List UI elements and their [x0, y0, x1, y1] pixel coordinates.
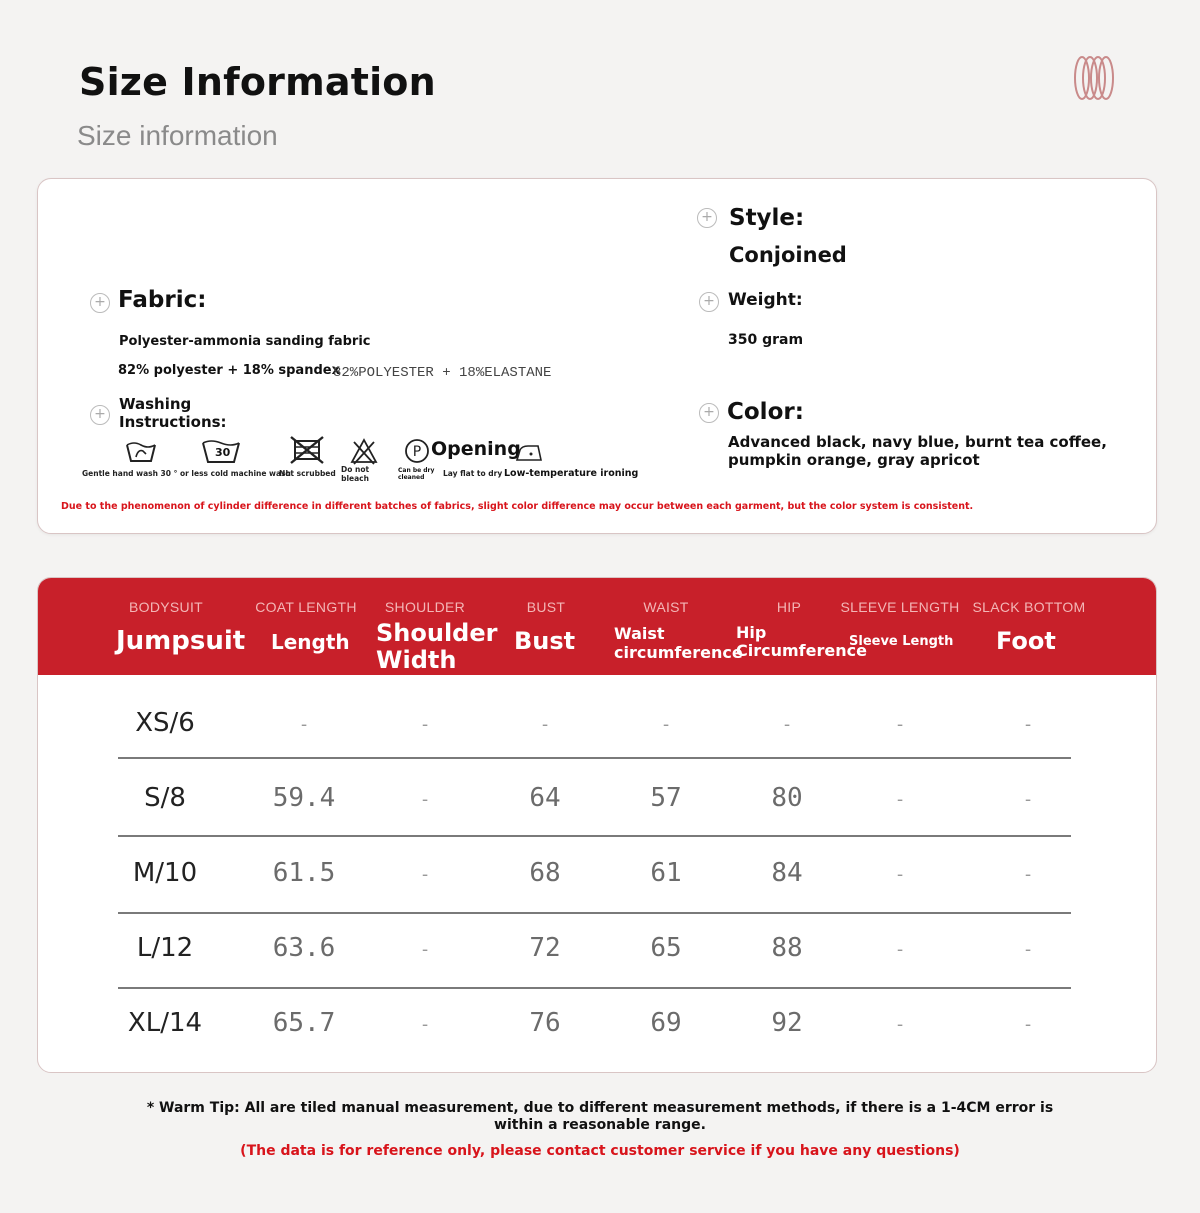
plus-circle-icon: +: [90, 293, 110, 313]
measurement-cell: -: [1022, 789, 1034, 810]
measurement-cell: -: [539, 714, 551, 735]
care-label-dry-clean: [398, 467, 434, 481]
column-header: Jumpsuit: [116, 626, 246, 656]
measurement-cell: -: [894, 864, 906, 885]
measurement-cell: 92: [771, 1008, 803, 1038]
measurement-cell: 57: [650, 783, 682, 813]
weight-label: Weight:: [728, 290, 803, 310]
row-divider: [118, 912, 1071, 914]
fabric-name: Polyester-ammonia sanding fabric: [119, 334, 371, 349]
column-header: Bust: [514, 627, 576, 655]
size-cell: M/10: [132, 858, 198, 888]
column-header-en: SLEEVE LENGTH: [840, 599, 960, 615]
size-cell: XS/6: [135, 708, 195, 738]
color-value: [728, 433, 1107, 469]
measurement-cell: 61: [650, 858, 682, 888]
measurement-cell: 84: [771, 858, 803, 888]
size-cell: S/8: [144, 783, 186, 813]
measurement-cell: 69: [650, 1008, 682, 1038]
measurement-cell: -: [781, 714, 793, 735]
washing-label-line2: Instructions:: [119, 413, 227, 431]
column-header-en: SHOULDER: [384, 599, 466, 615]
color-value-line2: pumpkin orange, gray apricot: [728, 451, 980, 469]
column-header: Hip Circumference: [736, 623, 867, 660]
disclaimer: (The data is for reference only, please contact customer service if you have any questions): [240, 1143, 960, 1159]
measurement-cell: -: [419, 714, 431, 735]
column-header: Sleeve Length: [849, 634, 954, 649]
measurement-cell: -: [419, 789, 431, 810]
row-divider: [118, 987, 1071, 989]
measurement-cell: 68: [529, 858, 561, 888]
care-label-dry-clean-line1: Can be dry: [398, 467, 435, 474]
measurement-cell: -: [1022, 939, 1034, 960]
measurement-cell: -: [894, 789, 906, 810]
measurement-cell: 72: [529, 933, 561, 963]
plus-circle-icon: +: [697, 208, 717, 228]
color-label: Color:: [727, 399, 804, 425]
color-value-line1: Advanced black, navy blue, burnt tea coffee,: [728, 433, 1107, 451]
row-divider: [118, 757, 1071, 759]
measurement-cell: 65: [650, 933, 682, 963]
not-scrubbed-icon: [288, 435, 326, 465]
fabric-composition: 82% polyester + 18% spandex: [118, 363, 340, 378]
fabric-composition-en: 82%POLYESTER + 18%ELASTANE: [333, 365, 552, 381]
care-label-no-bleach-line2: bleach: [341, 474, 369, 483]
plus-circle-icon: +: [699, 403, 719, 423]
size-cell: L/12: [136, 933, 194, 963]
plus-circle-icon: +: [90, 405, 110, 425]
size-cell: XL/14: [127, 1008, 203, 1038]
measurement-cell: 88: [771, 933, 803, 963]
care-label-lay-flat: Lay flat to dry: [443, 469, 503, 478]
weight-value: 350 gram: [728, 332, 804, 348]
measurement-cell: 76: [529, 1008, 561, 1038]
wash-temp: 30: [215, 446, 231, 459]
measurement-cell: -: [1022, 714, 1034, 735]
column-header-en: HIP: [776, 599, 802, 615]
no-bleach-icon: [350, 437, 378, 465]
measurement-cell: -: [894, 1014, 906, 1035]
product-info-card: [37, 178, 1157, 534]
opening-label: Opening: [431, 438, 521, 460]
measurement-cell: -: [419, 864, 431, 885]
care-label-no-bleach: [341, 465, 369, 483]
row-divider: [118, 835, 1071, 837]
size-table: [37, 577, 1157, 1073]
measurement-cell: 64: [529, 783, 561, 813]
fabric-label: Fabric:: [118, 287, 207, 313]
rings-logo-icon: [1070, 55, 1120, 101]
column-header: Shoulder Width: [376, 619, 498, 674]
table-header: [38, 578, 1156, 675]
plus-circle-icon: +: [699, 292, 719, 312]
svg-text:P: P: [412, 444, 422, 460]
care-label-dry-clean-line2: cleaned: [398, 474, 425, 481]
column-header-en: BUST: [526, 599, 566, 615]
measurement-cell: -: [894, 939, 906, 960]
measurement-cell: -: [1022, 864, 1034, 885]
washing-label: [119, 395, 227, 431]
measurement-cell: -: [419, 1014, 431, 1035]
warm-tip: [0, 1100, 1200, 1134]
washing-label-line1: Washing: [119, 395, 192, 413]
measurement-cell: 61.5: [272, 858, 336, 888]
care-label-not-scrubbed: Not scrubbed: [279, 469, 336, 478]
page-title: Size Information: [79, 60, 436, 104]
measurement-cell: -: [298, 714, 310, 735]
column-header-en: SLACK BOTTOM: [972, 599, 1086, 615]
care-label-hand-wash: Gentle hand wash 30 ° or less cold machine wash: [82, 469, 291, 478]
page-subtitle: Size information: [77, 120, 278, 151]
measurement-cell: 80: [771, 783, 803, 813]
style-label: Style:: [729, 205, 805, 231]
color-difference-note: Due to the phenomenon of cylinder difference in different batches of fabrics, slight color difference may occur between each garment, but the color system is consistent.: [61, 501, 974, 512]
measurement-cell: 65.7: [272, 1008, 336, 1038]
measurement-cell: -: [419, 939, 431, 960]
warm-tip-line2: within a reasonable range.: [494, 1117, 706, 1133]
column-header: Length: [271, 630, 350, 654]
dry-clean-icon: [404, 438, 430, 464]
warm-tip-line1: * Warm Tip: All are tiled manual measurement, due to different measurement methods, if there is a 1-4CM error is: [146, 1100, 1054, 1116]
column-header: Foot: [996, 627, 1056, 655]
column-header-en: COAT LENGTH: [255, 599, 357, 615]
column-header-en: BODYSUIT: [129, 599, 203, 615]
column-header: Waist circumference: [614, 624, 743, 662]
measurement-cell: 59.4: [272, 783, 336, 813]
column-header-en: WAIST: [643, 599, 689, 615]
measurement-cell: -: [660, 714, 672, 735]
care-label-no-bleach-line1: Do not: [341, 465, 370, 474]
hand-wash-icon: [124, 437, 158, 465]
measurement-cell: -: [894, 714, 906, 735]
style-value: Conjoined: [729, 243, 847, 267]
measurement-cell: -: [1022, 1014, 1034, 1035]
iron-icon: [514, 441, 544, 463]
measurement-cell: 63.6: [272, 933, 336, 963]
care-label-ironing: Low-temperature ironing: [504, 468, 639, 479]
